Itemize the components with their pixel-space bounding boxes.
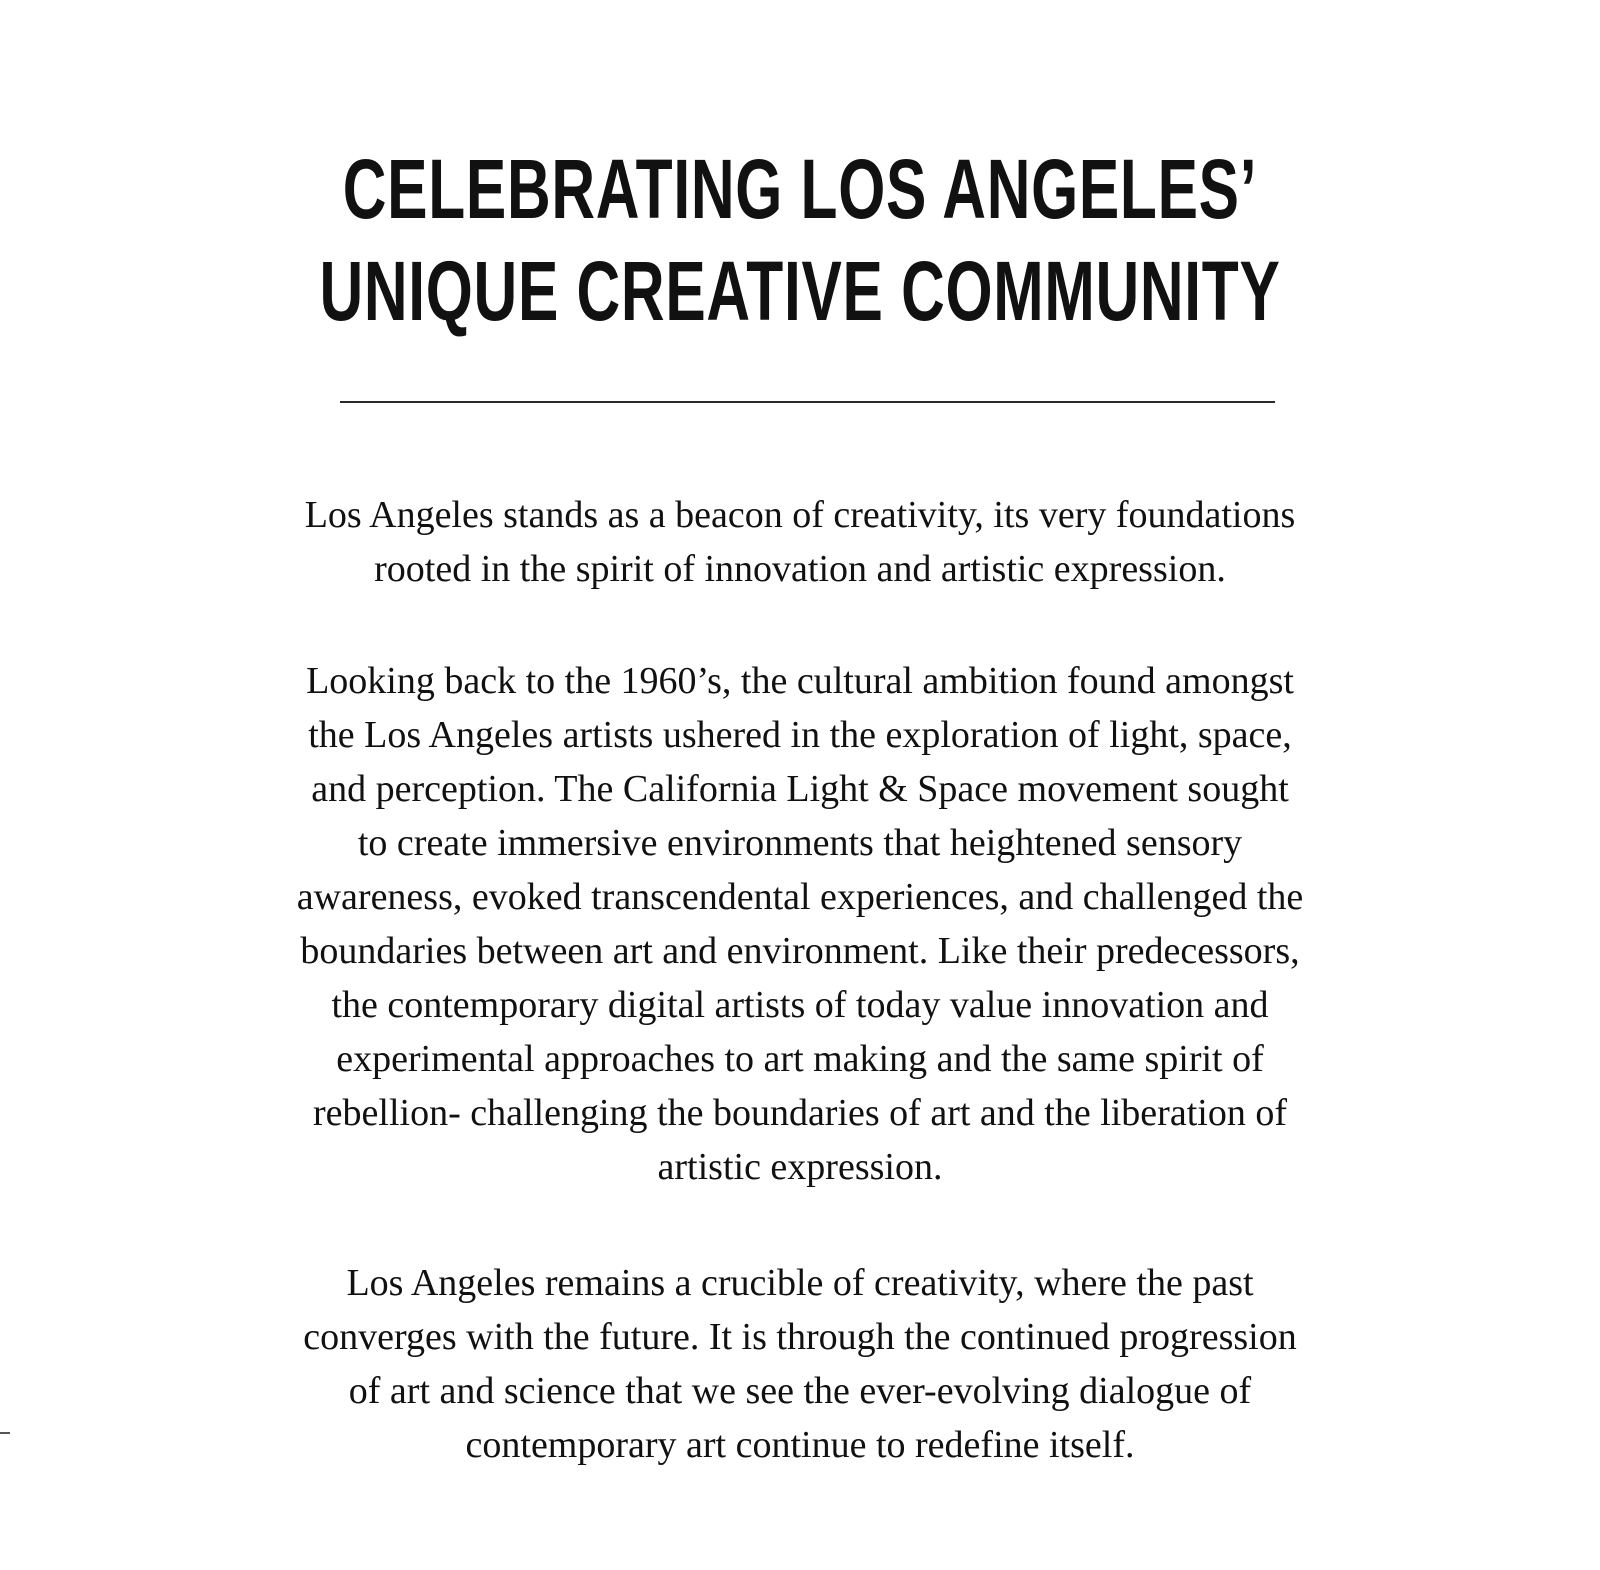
paragraph-line: boundaries between art and environment. Like their predecessors, <box>300 930 1300 972</box>
paragraph-line: Looking back to the 1960’s, the cultural ambition found amongst <box>306 660 1294 702</box>
edge-mark <box>0 1432 10 1434</box>
paragraph-line: the Los Angeles artists ushered in the exploration of light, space, <box>308 714 1292 756</box>
paragraph-line: awareness, evoked transcendental experiences, and challenged the <box>296 876 1304 918</box>
page-title-line-2: UNIQUE CREATIVE COMMUNITY <box>319 244 1281 338</box>
paragraph-line: Los Angeles remains a crucible of creativity, where the past <box>346 1262 1254 1304</box>
paragraph-intro <box>200 488 1400 596</box>
paragraph-line: to create immersive environments that heightened sensory <box>357 822 1243 864</box>
paragraph-history <box>200 654 1400 1194</box>
paragraph-line: rebellion- challenging the boundaries of art and the liberation of <box>313 1092 1287 1134</box>
page-title-line-1: CELEBRATING LOS ANGELES’ <box>342 142 1258 236</box>
paragraph-line: converges with the future. It is through the continued progression <box>303 1316 1297 1358</box>
paragraph-line: artistic expression. <box>657 1146 943 1188</box>
paragraph-line: Los Angeles stands as a beacon of creativity, its very foundations <box>304 494 1296 536</box>
title-divider <box>340 401 1275 403</box>
paragraph-line: rooted in the spirit of innovation and artistic expression. <box>374 548 1226 590</box>
paragraph-conclusion <box>200 1256 1400 1472</box>
page-title <box>224 138 1376 342</box>
paragraph-line: contemporary art continue to redefine itself. <box>465 1424 1135 1466</box>
paragraph-line: and perception. The California Light & Space movement sought <box>311 768 1289 810</box>
paragraph-line: the contemporary digital artists of today value innovation and <box>331 984 1269 1026</box>
paragraph-line: experimental approaches to art making and the same spirit of <box>336 1038 1264 1080</box>
paragraph-line: of art and science that we see the ever-evolving dialogue of <box>348 1370 1252 1412</box>
